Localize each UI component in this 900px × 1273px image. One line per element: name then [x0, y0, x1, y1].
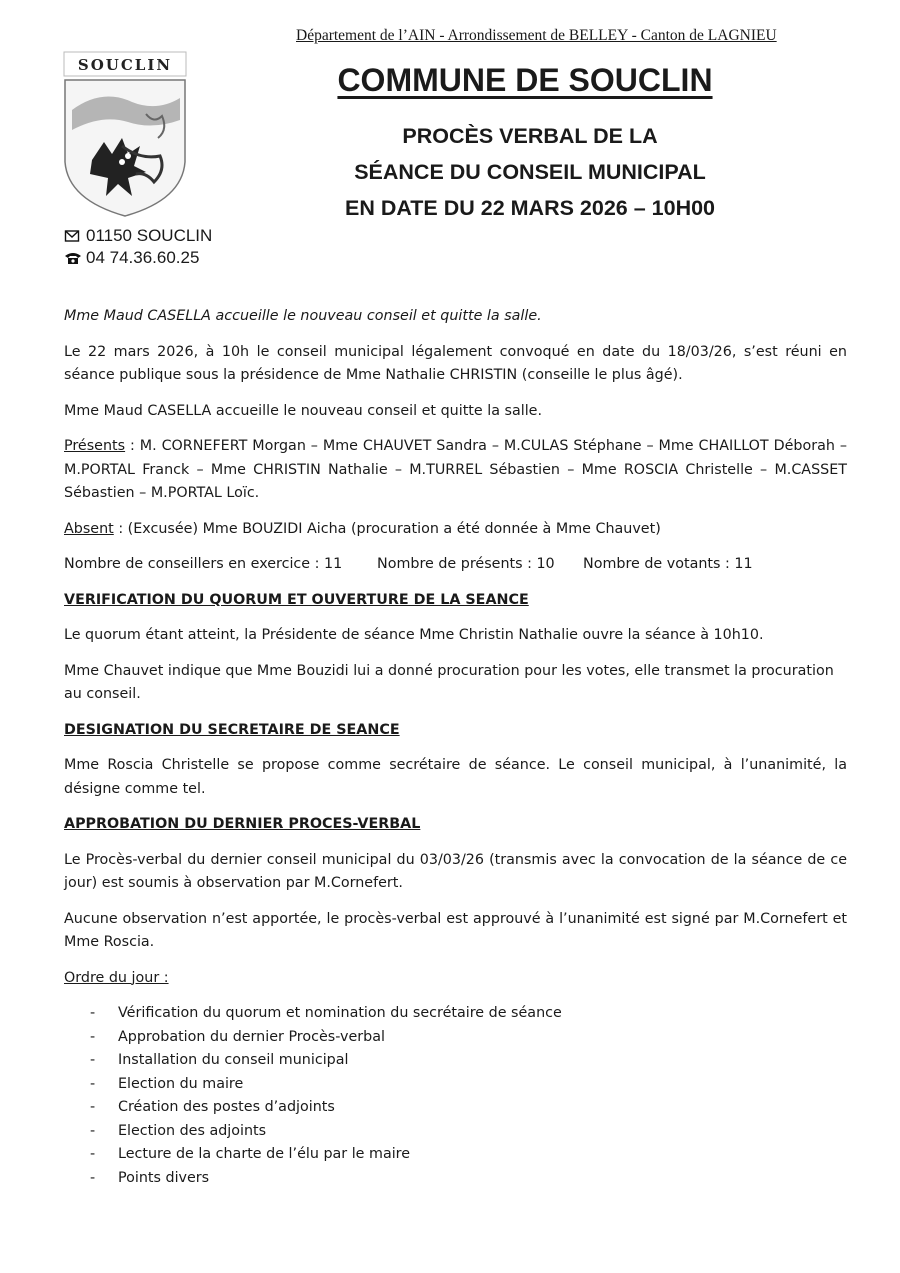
list-dash: - [90, 1169, 96, 1186]
list-dash: - [90, 1005, 96, 1021]
pv-title [290, 118, 770, 226]
intro-repeat: Mme Maud CASELLA accueille le nouveau conseil et quitte la salle. [64, 402, 543, 419]
list-item [64, 1002, 847, 1026]
list-item [64, 1167, 847, 1191]
document-body [64, 305, 847, 1190]
section-heading-approbation: APPROBATION DU DERNIER PROCES-VERBAL [64, 816, 421, 832]
list-dash: - [90, 1146, 96, 1162]
presents-label: Présents [64, 438, 126, 454]
pv-title-line: PROCÈS VERBAL DE LA [402, 124, 658, 148]
agenda-item-text: Points divers [118, 1169, 210, 1186]
phone-line [64, 248, 199, 268]
pv-title-line: EN DATE DU 22 MARS 2026 – 10H00 [344, 196, 716, 220]
absent-text: : (Excusée) Mme BOUZIDI Aicha (procuration a été donnée à Mme Chauvet) [113, 520, 661, 537]
absent-paragraph [64, 518, 847, 542]
secretaire-paragraph: Mme Roscia Christelle se propose comme secrétaire de séance. Le conseil municipal, à l’unanimité, la désigne comme tel. [64, 757, 847, 797]
count-presents: Nombre de présents : 10 [377, 556, 555, 572]
commune-title: COMMUNE DE SOUCLIN [337, 62, 713, 98]
list-dash: - [90, 1122, 96, 1139]
list-dash: - [90, 1052, 96, 1068]
quorum-paragraph: Le quorum étant atteint, la Présidente de séance Mme Christin Nathalie ouvre la séance à 10h10. [64, 627, 764, 643]
list-item [64, 1049, 847, 1073]
logo-text: SOUCLIN [77, 56, 173, 74]
agenda-item-text: Lecture de la charte de l’élu par le maire [118, 1146, 411, 1162]
department-line: Département de l’AIN - Arrondissement de BELLEY - Canton de LAGNIEU [296, 27, 777, 44]
agenda-title-text: Ordre du jour : [64, 969, 169, 986]
pv-title-line: SÉANCE DU CONSEIL MUNICIPAL [354, 160, 706, 184]
coat-of-arms-logo [62, 50, 188, 220]
agenda-list [64, 1002, 847, 1190]
absent-label: Absent [64, 520, 114, 537]
presents-paragraph [64, 435, 847, 506]
section-heading-quorum: VERIFICATION DU QUORUM ET OUVERTURE DE LA SEANCE [64, 591, 529, 608]
agenda-item-text: Installation du conseil municipal [118, 1052, 349, 1068]
section-heading-secretaire: DESIGNATION DU SECRETAIRE DE SEANCE [64, 721, 400, 738]
list-item [64, 1073, 847, 1097]
intro-paragraph: Le 22 mars 2026, à 10h le conseil municipal légalement convoqué en date du 18/03/26, s’est réuni en séance publique sous la présidence de Mme Nathalie CHRISTIN (conseille le plus âgé). [64, 343, 847, 383]
list-item [64, 1026, 847, 1050]
list-item [64, 1096, 847, 1120]
list-item [64, 1143, 847, 1167]
member-counts [64, 553, 847, 577]
list-dash: - [90, 1099, 96, 1115]
telephone-icon [64, 251, 82, 265]
envelope-icon [64, 229, 82, 243]
agenda-item-text: Election des adjoints [118, 1122, 267, 1139]
list-dash: - [90, 1075, 96, 1092]
count-votants: Nombre de votants : 11 [583, 556, 753, 572]
agenda-item-text: Approbation du dernier Procès-verbal [118, 1028, 385, 1045]
phone-text: 04 74.36.60.25 [86, 248, 200, 267]
count-exercice: Nombre de conseillers en exercice : 11 [64, 556, 343, 572]
list-dash: - [90, 1028, 96, 1045]
intro-italic: Mme Maud CASELLA accueille le nouveau conseil et quitte la salle. [64, 308, 542, 324]
approbation-paragraph: Le Procès-verbal du dernier conseil municipal du 03/03/26 (transmis avec la convocation de la séance de ce jour) est soumis à observation par M.Cornefert. [64, 851, 847, 891]
agenda-item-text: Vérification du quorum et nomination du secrétaire de séance [118, 1005, 562, 1021]
presents-text: : M. CORNEFERT Morgan – Mme CHAUVET Sandra – M.CULAS Stéphane – Mme CHAILLOT Déborah – M.PORTAL Franck – Mme CHRISTIN Nathalie – M.TURREL Sébastien – Mme ROSCIA Christelle – M.CASSET Sébastien – M.PORTAL Loïc. [64, 438, 847, 501]
list-item [64, 1120, 847, 1144]
agenda-item-text: Election du maire [118, 1075, 244, 1092]
procuration-paragraph: Mme Chauvet indique que Mme Bouzidi lui a donné procuration pour les votes, elle transmet la procuration au conseil. [64, 662, 834, 702]
approbation-result-paragraph: Aucune observation n’est apportée, le procès-verbal est approuvé à l’unanimité est signé par M.Cornefert et Mme Roscia. [64, 910, 847, 950]
address-line [64, 226, 212, 246]
agenda-item-text: Création des postes d’adjoints [118, 1099, 335, 1115]
address-text: 01150 SOUCLIN [86, 226, 213, 245]
agenda-title [64, 967, 847, 991]
